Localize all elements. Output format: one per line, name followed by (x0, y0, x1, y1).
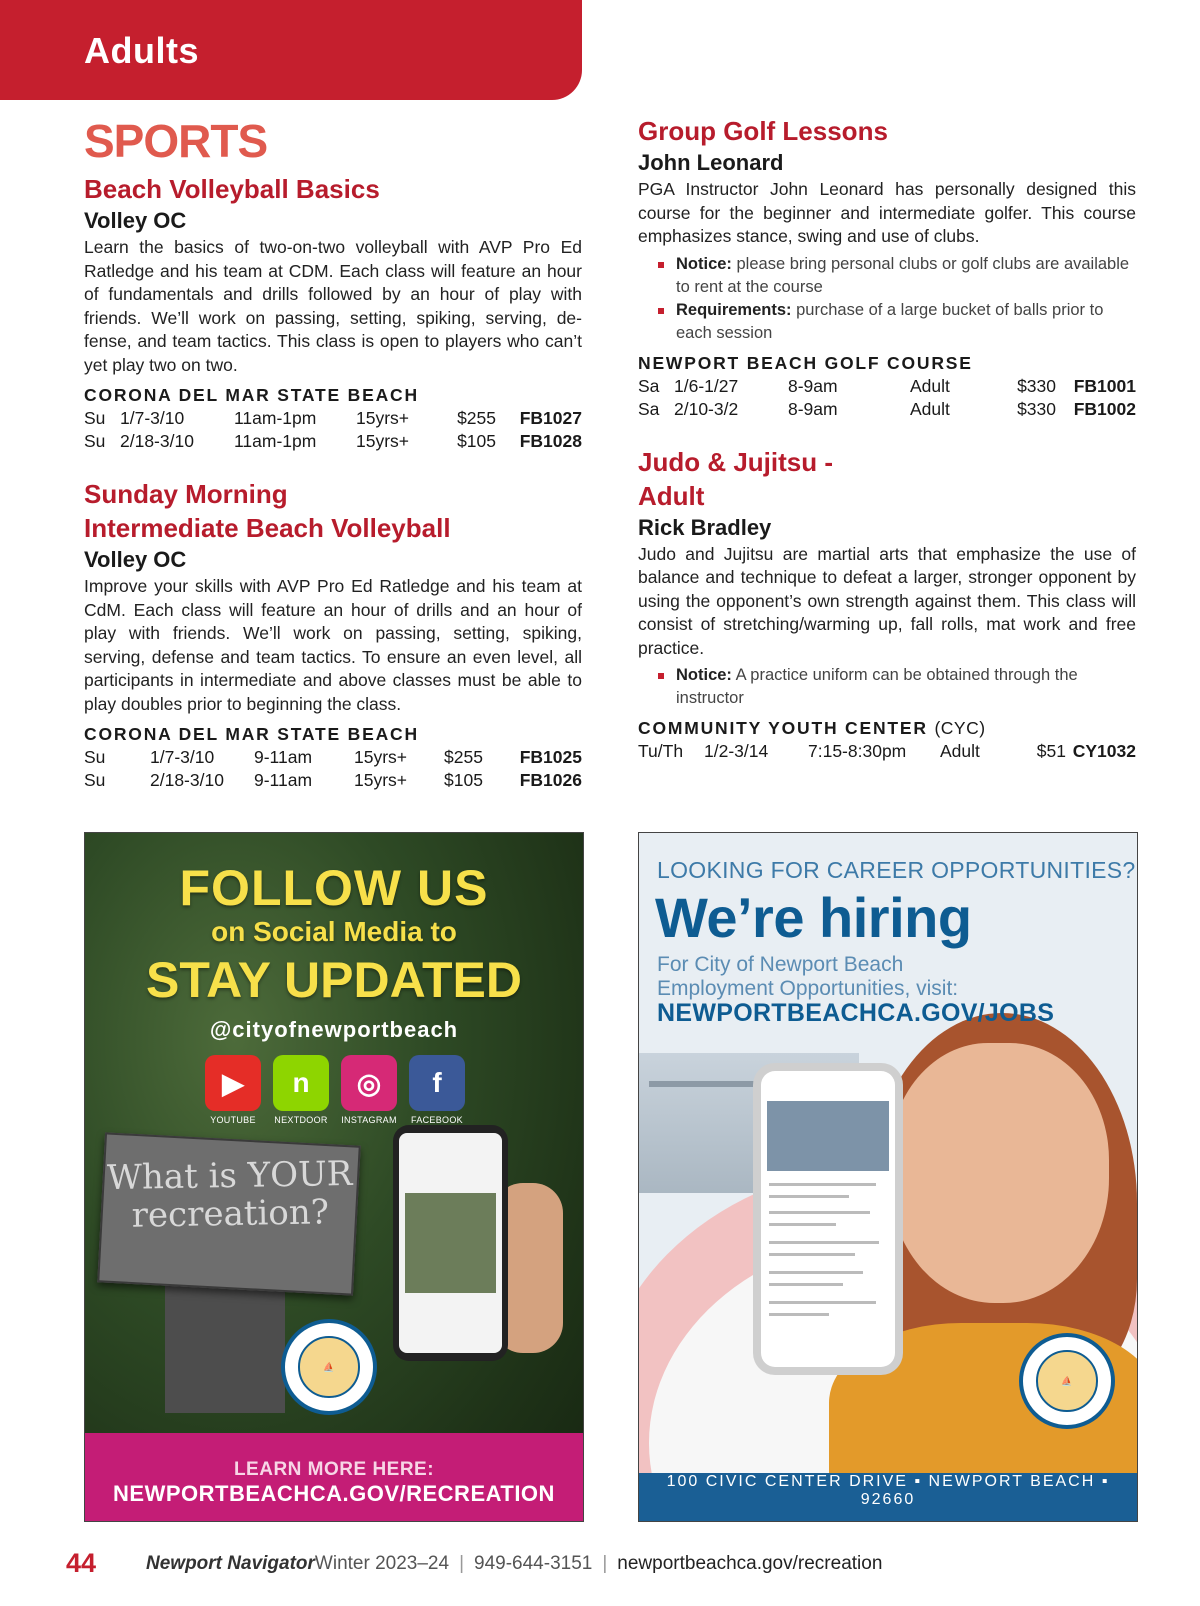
woman-face (889, 1043, 1109, 1303)
social-handle: @cityofnewportbeach (209, 1017, 459, 1042)
session-age: 15yrs+ (356, 408, 410, 428)
course-description: Judo and Jujitsu are martial arts that emphasize the use of balance and technique to defeat a larger, stronger opponent by using the opponent’s own strength against them. This class will consist of stretching/warming up, fall rolls, mat work and free practice. (638, 543, 1136, 658)
city-seal-logo: ⛵ (281, 1319, 377, 1415)
session-age: 15yrs+ (354, 770, 408, 790)
hiring-ad (638, 832, 1138, 1522)
publication-title: Newport Navigator (146, 1552, 315, 1574)
social-icons (205, 1055, 465, 1125)
session-price: $255 (444, 747, 483, 767)
session-dates: 2/18-3/10 (150, 770, 224, 790)
ad-subheadline: on Social Media to (211, 916, 457, 947)
course-instructor: John Leonard (638, 150, 784, 175)
icon-label: YOUTUBE (210, 1115, 256, 1125)
icon-label: FACEBOOK (411, 1115, 463, 1125)
session-dates: 2/10-3/2 (674, 398, 739, 419)
ad-subline: For City of Newport Beach Employment Opportunities, visit: (657, 953, 959, 1000)
session-price: $105 (444, 770, 483, 790)
session-row (84, 430, 582, 453)
facebook-icon: f (409, 1055, 465, 1111)
session-dates: 1/7-3/10 (120, 408, 185, 428)
session-row (638, 398, 1136, 421)
session-price: $255 (457, 408, 496, 428)
icon-label: NEXTDOOR (274, 1115, 328, 1125)
session-price: $51 (1036, 741, 1066, 761)
ad-headline: We’re hiring (655, 886, 972, 949)
session-day: Sa (638, 398, 660, 419)
section-tab-label: Adults (84, 30, 199, 71)
session-price: $105 (457, 431, 496, 451)
session-time: 8-9am (788, 375, 838, 396)
session-code: FB1027 (519, 408, 582, 428)
city-address: 100 CIVIC CENTER DRIVE ▪ NEWPORT BEACH ▪ 92660 (666, 1473, 1110, 1508)
session-day: Su (84, 431, 106, 451)
notice-list (658, 253, 1136, 345)
phone-screen (399, 1133, 502, 1353)
session-code: FB1025 (519, 747, 582, 767)
session-time: 7:15-8:30pm (808, 741, 907, 761)
instagram-link[interactable] (341, 1055, 397, 1125)
page-number: 44 (66, 1548, 97, 1578)
session-code: FB1026 (519, 770, 582, 790)
session-dates: 1/6-1/27 (674, 375, 739, 396)
course-group-golf-lessons (638, 114, 1136, 421)
course-description: Learn the basics of two-on-two volleyball with AVP Pro Ed Ratledge and his team at CDM. Each class will feature an hour of fundamentals and drills followed by an hour of play with friends. We’ll work on passing, setting, spiking, serving, de-fense, and team tactics. This class is open to players who can’t yet play two on two. (84, 237, 582, 375)
city-seal-logo: ⛵ (1019, 1333, 1115, 1429)
course-beach-volleyball-basics (84, 172, 582, 453)
jobs-url-link[interactable]: NEWPORTBEACHCA.GOV/JOBS (657, 999, 1055, 1027)
session-row (84, 746, 582, 769)
course-judo-jujitsu (638, 445, 1136, 764)
notice-item: Notice: A practice uniform can be obtained through the instructor (658, 664, 1136, 710)
nextdoor-icon: n (273, 1055, 329, 1111)
session-day: Sa (638, 375, 660, 396)
course-location: CORONA DEL MAR STATE BEACH (84, 385, 419, 405)
ad-headline-2: STAY UPDATED (145, 952, 522, 1008)
session-day: Su (84, 770, 106, 790)
website-link[interactable]: newportbeachca.gov/recreation (617, 1552, 883, 1574)
session-dates: 2/18-3/10 (120, 431, 194, 451)
requirements-item: Requirements: purchase of a large bucket of balls prior to each session (658, 299, 1136, 345)
notice-item: Notice: please bring personal clubs or golf clubs are available to rent at the course (658, 253, 1136, 299)
section-tab (0, 0, 582, 100)
page-footer (66, 1548, 882, 1579)
session-time: 8-9am (788, 398, 838, 419)
phone-number: 949-644-3151 (474, 1552, 593, 1574)
session-day: Su (84, 408, 106, 428)
right-column (638, 114, 1136, 763)
session-day: Tu/Th (638, 741, 684, 761)
section-title: SPORTS (84, 115, 268, 167)
session-code: FB1001 (1073, 375, 1136, 396)
instagram-icon: ◎ (341, 1055, 397, 1111)
person-figure (165, 1283, 285, 1413)
course-location: CORONA DEL MAR STATE BEACH (84, 724, 419, 744)
recreation-url-link[interactable]: NEWPORTBEACHCA.GOV/RECREATION (113, 1481, 555, 1506)
youtube-link[interactable] (205, 1055, 261, 1125)
session-time: 9-11am (254, 770, 313, 790)
session-time: 11am-1pm (234, 431, 317, 451)
course-instructor: Rick Bradley (638, 514, 772, 540)
phone-screen (761, 1071, 895, 1367)
session-price: $330 (1017, 398, 1056, 419)
course-sunday-intermediate-volleyball (84, 477, 582, 792)
course-description: PGA Instructor John Leonard has personally designed this course for the beginner and intermediate golfer. This course emphasizes stance, swing and use of clubs. (638, 179, 1136, 246)
course-title: Intermediate Beach Volleyball (84, 513, 451, 543)
session-row (638, 740, 1136, 763)
footer-separator: | (459, 1552, 465, 1574)
session-row (84, 769, 582, 792)
session-time: 11am-1pm (234, 408, 317, 428)
session-row (84, 407, 582, 430)
ad-question: LOOKING FOR CAREER OPPORTUNITIES? (657, 857, 1136, 883)
session-age: Adult (940, 741, 980, 761)
facebook-link[interactable] (409, 1055, 465, 1125)
session-dates: 1/2-3/14 (704, 741, 769, 761)
icon-label: INSTAGRAM (341, 1115, 397, 1125)
session-code: FB1028 (519, 431, 582, 451)
notice-list (658, 664, 1136, 710)
course-instructor: Volley OC (84, 547, 187, 572)
session-time: 9-11am (254, 747, 313, 767)
course-description: Improve your skills with AVP Pro Ed Ratledge and his team at CdM. Each class will feature an hour of drills and an hour of play with friends. We’ll work on passing, setting, spiking, serving, defense and team tactics. To ensure an even level, all participants in intermediate and above classes must be able to play doubles prior to beginning the class. (84, 576, 582, 714)
youtube-icon: ▶ (205, 1055, 261, 1111)
session-code: CY1032 (1072, 741, 1136, 761)
session-price: $330 (1017, 375, 1056, 396)
course-location: COMMUNITY YOUTH CENTER (CYC) (638, 718, 986, 738)
course-title: Judo & Jujitsu - (638, 446, 833, 477)
session-age: 15yrs+ (356, 431, 410, 451)
phone-image (753, 1063, 903, 1375)
course-location: NEWPORT BEACH GOLF COURSE (638, 352, 973, 373)
left-column (84, 112, 582, 792)
social-media-ad (84, 832, 584, 1522)
course-instructor: Volley OC (84, 208, 187, 233)
session-day: Su (84, 747, 106, 767)
nextdoor-link[interactable] (273, 1055, 329, 1125)
session-row (638, 375, 1136, 398)
session-code: FB1002 (1073, 398, 1136, 419)
course-title: Group Golf Lessons (638, 116, 888, 146)
footer-separator: | (602, 1552, 608, 1574)
session-age: Adult (910, 398, 950, 419)
session-age: Adult (910, 375, 950, 396)
chalkboard-sign: What is YOUR recreation? (97, 1132, 360, 1295)
learn-more-label: LEARN MORE HERE: (233, 1459, 435, 1480)
course-title: Sunday Morning (84, 479, 288, 509)
course-title: Beach Volleyball Basics (84, 174, 380, 204)
session-age: 15yrs+ (354, 747, 408, 767)
location-abbreviation: (CYC) (934, 718, 986, 738)
session-dates: 1/7-3/10 (150, 747, 215, 767)
phone-image (393, 1125, 508, 1361)
ad-headline: FOLLOW US (179, 860, 489, 916)
publication-edition: Winter 2023–24 (314, 1552, 450, 1574)
course-title: Adult (638, 480, 705, 511)
